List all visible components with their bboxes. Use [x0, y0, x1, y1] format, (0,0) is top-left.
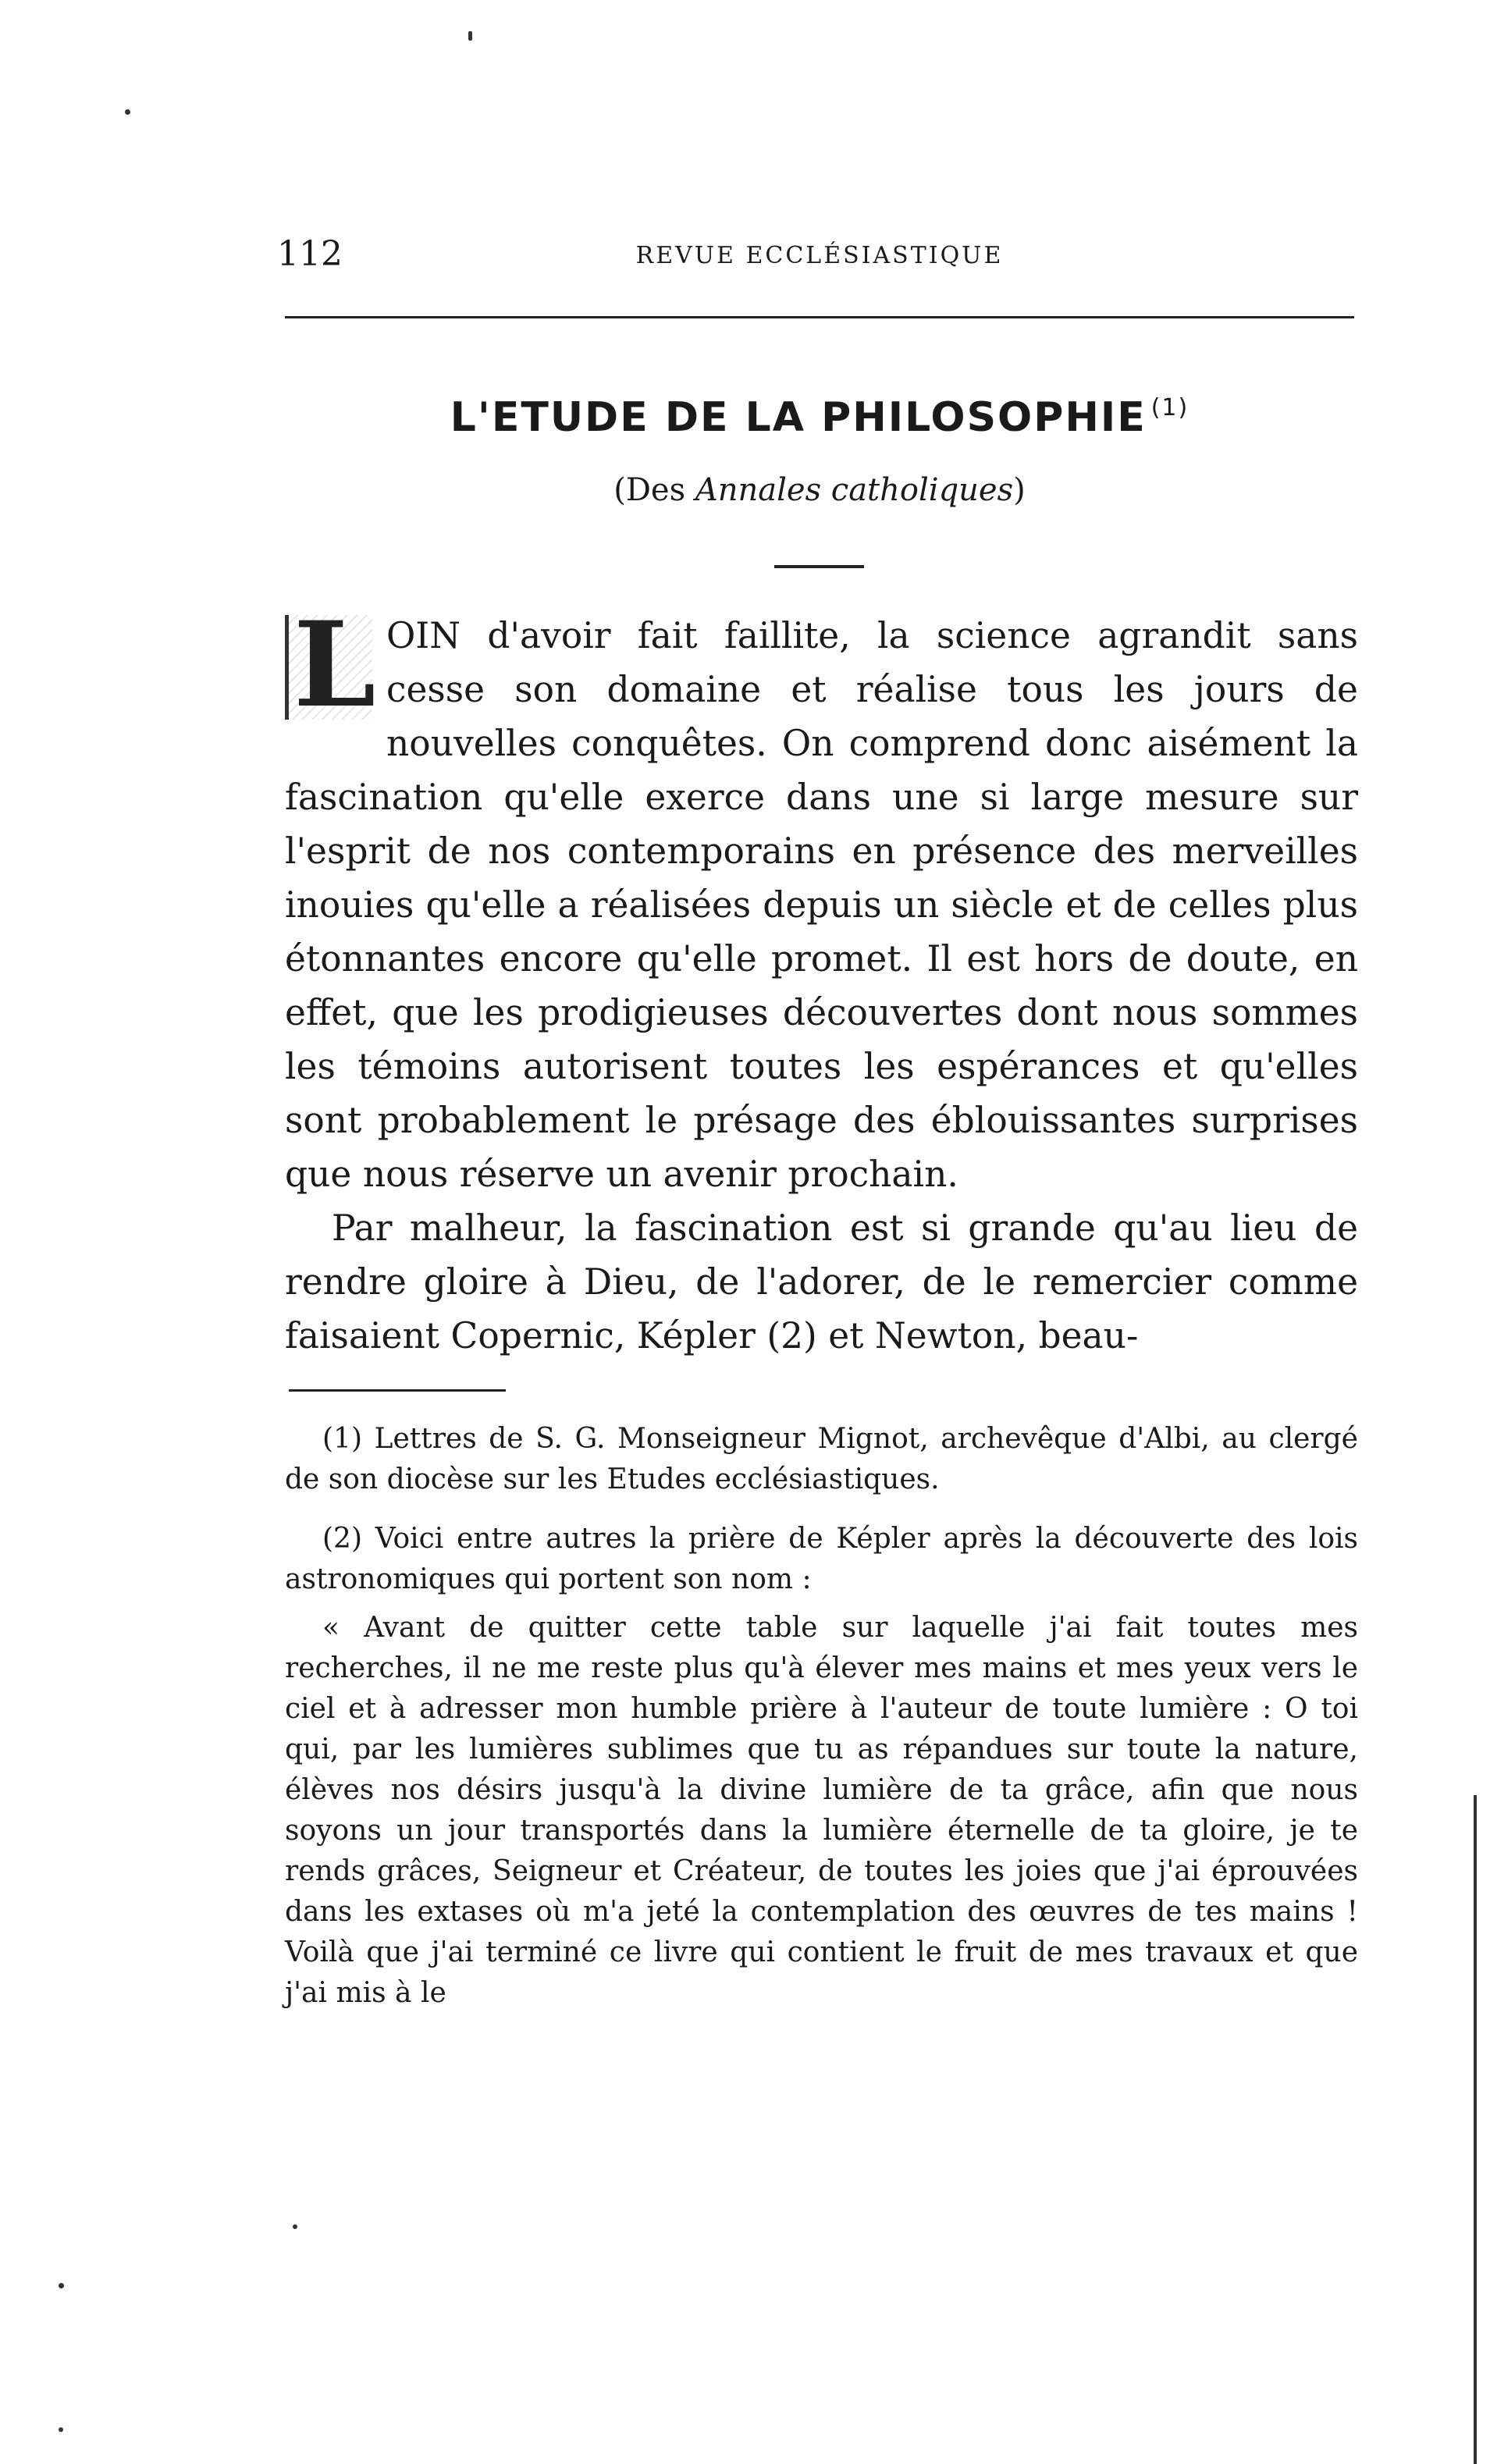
footnote-2-quote: « Avant de quitter cette table sur laquelle j'ai fait toutes mes recherches, il ne me reste plus qu'à élever mes mains et mes yeux vers le ciel et à adresser mon humble prière à l'auteur de toute lumière : O toi qui, par les lumières sublimes que tu as répandues sur toute la nature, élèves nos désirs jusqu'à la divine lumière de ta grâce, afin que nous soyons un jour transportés dans la lumière éternelle de ta gloire, je te rends grâces, Seigneur et Créateur, de toutes les joies que j'ai éprouvées dans les extases où m'a jeté la contemplation des œuvres de tes mains ! Voilà que j'ai terminé ce livre qui contient le fruit de mes travaux et que j'ai mis à le: [285, 1612, 1358, 2009]
footnote-2: (2) Voici entre autres la prière de Képler après la découverte des lois astronomiques qui portent son nom :: [285, 1523, 1358, 1595]
scan-speck: [293, 2224, 297, 2229]
paragraph-1: [285, 596, 1358, 1201]
source-publication: Annales catholiques: [695, 472, 1014, 508]
title-footnote-ref: (1): [1150, 394, 1190, 421]
running-title: REVUE ECCLÉSIASTIQUE: [635, 242, 1004, 269]
scan-speck: [59, 2427, 63, 2432]
scan-speck: [125, 109, 130, 115]
article-title-text: L'ETUDE DE LA PHILOSOPHIE: [450, 394, 1147, 441]
paragraph-1-text: OIN d'avoir fait faillite, la science agrandit sans cesse son domaine et réalise tous les jours de nouvelles conquêtes. On comprend donc aisément la fascination qu'elle exerce dans une si large mesure sur l'esprit de nos contemporains en présence des merveilles inouies qu'elle a réalisées depuis un siècle et de celles plus étonnantes encore qu'elle promet. Il est hors de doute, en effet, que les prodigieuses découvertes dont nous sommes les témoins autorisent toutes les espérances et qu'elles sont probablement le présage des éblouissantes surprises que nous réserve un avenir prochain.: [285, 615, 1358, 1195]
footnote-separator-rule: [289, 1389, 506, 1392]
footnote-1: (1) Lettres de S. G. Monseigneur Mignot, archevêque d'Albi, au clergé de son diocèse sur les Etudes ecclésiastiques.: [285, 1423, 1358, 1495]
page-number: 112: [277, 234, 343, 274]
article-title: [277, 394, 1362, 441]
scan-edge-line: [1474, 1795, 1477, 2464]
running-header: [277, 234, 1362, 281]
paragraph-2: Par malheur, la fascination est si grande qu'au lieu de rendre gloire à Dieu, de l'adorer, de le remercier comme faisaient Copernic, Képler (2) et Newton, beau-: [285, 1207, 1358, 1356]
article-source: [277, 472, 1362, 508]
source-prefix: (Des: [613, 472, 695, 508]
drop-cap-letter: L: [285, 615, 372, 720]
scan-speck: [59, 2283, 64, 2288]
scan-speck: [468, 31, 472, 41]
title-separator-rule: [774, 565, 864, 568]
header-rule: [285, 316, 1354, 318]
article-body: [285, 596, 1358, 1363]
footnotes: [285, 1419, 1358, 2014]
source-suffix: ): [1013, 472, 1026, 508]
